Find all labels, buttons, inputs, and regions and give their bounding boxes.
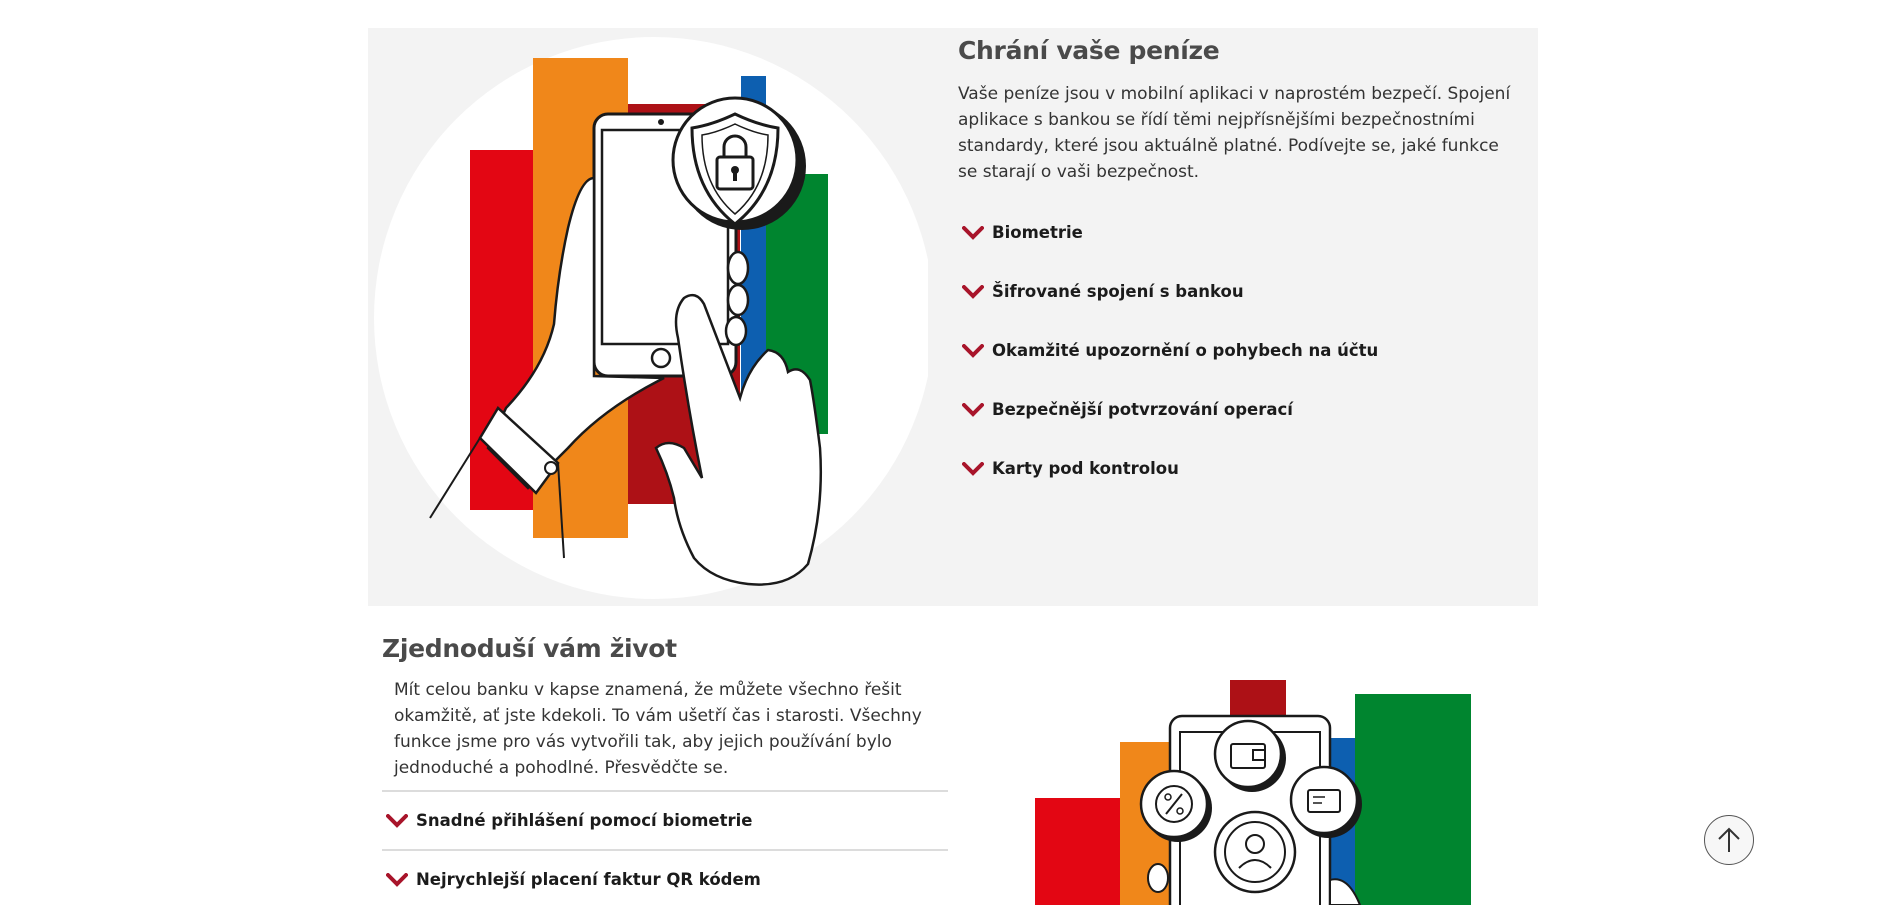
accordion-item-sifrovane-spojeni[interactable] [958, 262, 1518, 321]
accordion-label: Šifrované spojení s bankou [992, 282, 1244, 301]
accordion-label: Okamžité upozornění o pohybech na účtu [992, 341, 1379, 360]
chevron-down-icon [386, 814, 408, 828]
accordion-label: Biometrie [992, 223, 1083, 242]
security-heading: Chrání vaše peníze [958, 36, 1220, 65]
simplify-content [382, 634, 948, 908]
accordion-label: Karty pod kontrolou [992, 459, 1179, 478]
chevron-down-icon [386, 873, 408, 887]
accordion-label: Bezpečnější potvrzování operací [992, 400, 1293, 419]
chevron-down-icon [962, 403, 984, 417]
accordion-item-karty[interactable] [958, 439, 1518, 498]
simplify-accordion [382, 790, 948, 908]
chevron-down-icon [962, 344, 984, 358]
back-to-top-button[interactable] [1704, 815, 1754, 865]
security-paragraph: Vaše peníze jsou v mobilní aplikaci v naprostém bezpečí. Spojení aplikace s bankou se řídí těmi nejpřísnějšími bezpečnostními standardy, které jsou aktuálně platné. Podívejte se, jaké funkce se starají o vaši bezpečnost. [958, 84, 1511, 182]
security-illustration [368, 28, 928, 606]
simplify-paragraph: Mít celou banku v kapse znamená, že můžete všechno řešit okamžitě, ať jste kdekoli. To vám ušetří čas i starosti. Všechny funkce jsme pro vás vytvořili tak, aby jejich používání bylo jednoduché a pohodlné. Přesvědčte se. [394, 680, 922, 778]
accordion-label: Snadné přihlášení pomocí biometrie [416, 811, 753, 830]
accordion-item-upozorneni[interactable] [958, 321, 1518, 380]
accordion-item-prihlaseni[interactable] [382, 790, 948, 849]
arrow-up-icon [1714, 825, 1744, 855]
simplify-heading: Zjednoduší vám život [382, 634, 677, 663]
security-content [958, 36, 1518, 498]
simplify-illustration [1030, 680, 1480, 905]
chevron-down-icon [962, 226, 984, 240]
accordion-item-potvrzovani[interactable] [958, 380, 1518, 439]
simplify-section [0, 606, 1897, 905]
security-section [368, 28, 1538, 606]
chevron-down-icon [962, 462, 984, 476]
accordion-label: Nejrychlejší placení faktur QR kódem [416, 870, 761, 889]
security-accordion [958, 203, 1518, 498]
accordion-item-biometrie[interactable] [958, 203, 1518, 262]
accordion-item-qr-platby[interactable] [382, 849, 948, 908]
chevron-down-icon [962, 285, 984, 299]
